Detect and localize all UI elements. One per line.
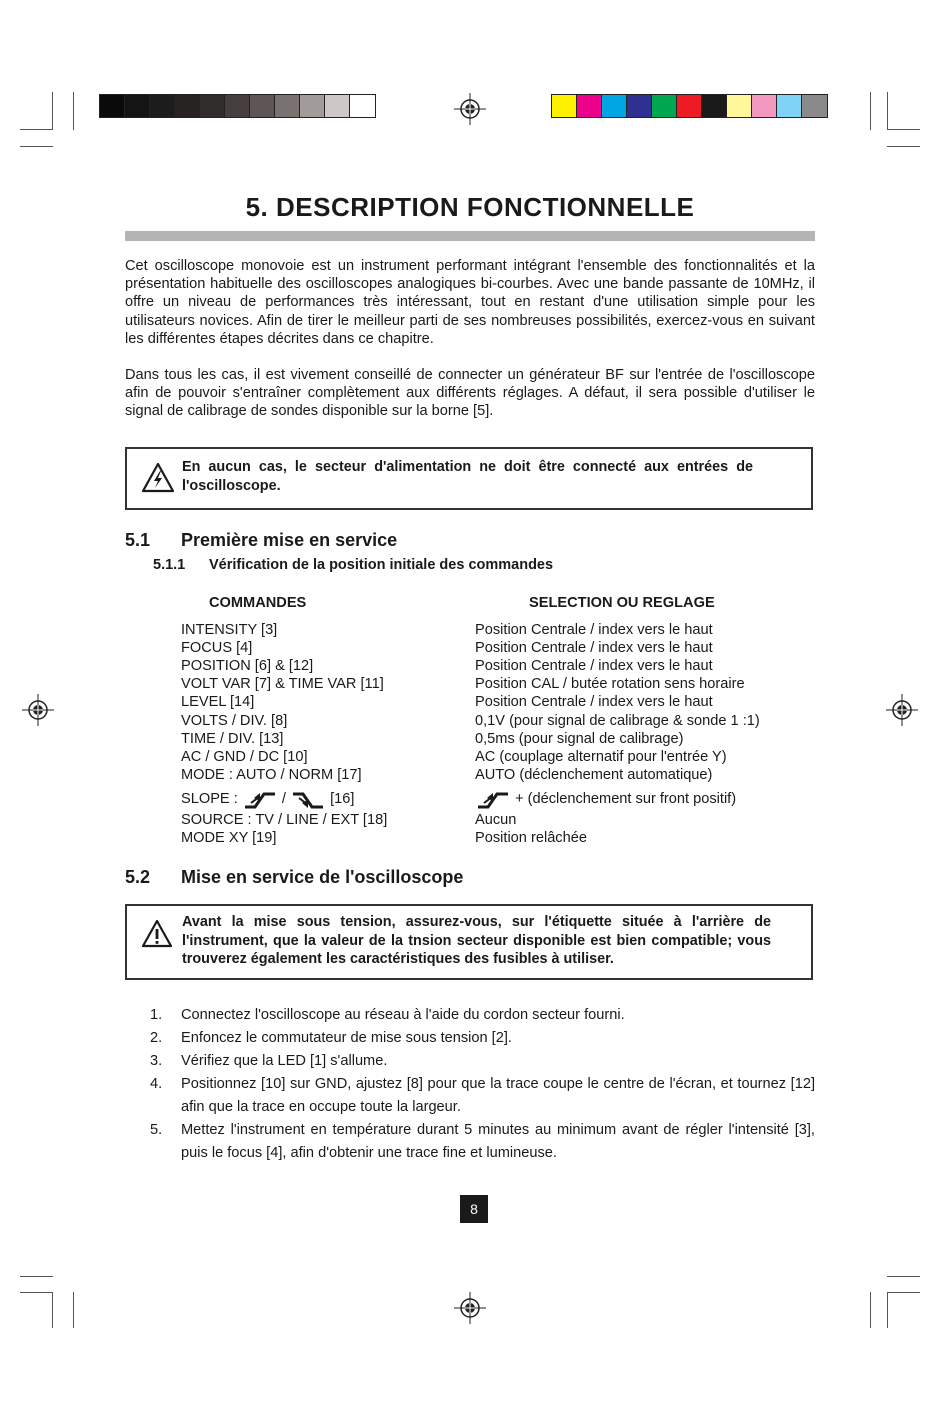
- warning-box-mains: [125, 447, 813, 510]
- grayscale-swatch: [350, 95, 375, 117]
- command-cell: POSITION [6] & [12]: [181, 658, 314, 675]
- slope-ref: [16]: [330, 790, 355, 807]
- grayscale-swatch: [275, 95, 300, 117]
- command-cell: VOLT VAR [7] & TIME VAR [11]: [181, 676, 384, 693]
- color-swatch: [677, 95, 702, 117]
- selection-cell: Position CAL / butée rotation sens horaire: [475, 676, 745, 693]
- grayscale-swatch: [175, 95, 200, 117]
- section-5-2-number: 5.2: [125, 867, 151, 887]
- cmyk-color-bar: [551, 94, 828, 118]
- section-5-2-title: Mise en service de l'oscilloscope: [181, 867, 464, 887]
- list-item-number: 5.: [150, 1122, 163, 1138]
- command-cell: FOCUS [4]: [181, 640, 253, 657]
- color-swatch: [702, 95, 727, 117]
- color-swatch: [777, 95, 802, 117]
- color-swatch: [552, 95, 577, 117]
- section-5-1-title: Première mise en service: [181, 530, 398, 550]
- intro-paragraph-2: Dans tous les cas, il est vivement conseillé de connecter un générateur BF sur l'entrée de l'oscilloscope afin de pouvoir s'entraîner complètement aux différents réglages. A défaut, il sera possible d'utiliser le signal de calibrage de sondes disponible sur la borne [5].: [125, 367, 815, 420]
- list-item-text: Positionnez [10] sur GND, ajustez [8] pour que la trace coupe le centre de l'écran, et tournez [12] afin que la trace en occupe toute la largeur.: [181, 1076, 815, 1115]
- falling-edge-icon: [290, 789, 326, 809]
- list-item-text: Mettez l'instrument en température durant 5 minutes au minimum avant de régler l'intensité [3], puis le focus [4], afin d'obtenir une trace fine et lumineuse.: [181, 1122, 815, 1161]
- command-cell: VOLTS / DIV. [8]: [181, 712, 288, 729]
- command-cell: MODE XY [19]: [181, 830, 277, 847]
- registration-mark-right-icon: [886, 694, 918, 726]
- warning-box-voltage: [125, 904, 813, 980]
- table-row: [181, 675, 821, 693]
- slope-label: SLOPE :: [181, 790, 238, 807]
- slope-selection-cell: [475, 789, 736, 809]
- selection-cell: AUTO (déclenchement automatique): [475, 766, 713, 783]
- table-row: [181, 712, 821, 730]
- rising-edge-icon: [475, 789, 511, 809]
- grayscale-swatch: [225, 95, 250, 117]
- selection-cell: Position Centrale / index vers le haut: [475, 658, 713, 675]
- grayscale-swatch: [325, 95, 350, 117]
- warning-text-voltage: Avant la mise sous tension, assurez-vous, sur l'étiquette située à l'arrière de l'instrument, que la valeur de la tnsion secteur disponible est bien compatible; vous trouverez également les caractéristiques des fusibles à utiliser.: [182, 914, 771, 967]
- grayscale-swatch: [125, 95, 150, 117]
- grayscale-swatch: [300, 95, 325, 117]
- list-item-number: 3.: [150, 1053, 163, 1069]
- slope-command-cell: [181, 789, 354, 809]
- table-row: [181, 748, 821, 766]
- selection-cell: Position relâchée: [475, 830, 587, 847]
- table-row: [181, 730, 821, 748]
- grayscale-swatch: [150, 95, 175, 117]
- high-voltage-warning-icon: [141, 462, 175, 494]
- slope-separator: /: [281, 790, 286, 807]
- page-number: 8: [460, 1195, 488, 1223]
- table-row: [181, 829, 821, 847]
- page-title: 5. DESCRIPTION FONCTIONNELLE: [245, 192, 695, 222]
- list-item-text: Connectez l'oscilloscope au réseau à l'aide du cordon secteur fourni.: [181, 1007, 625, 1023]
- color-swatch: [627, 95, 652, 117]
- grayscale-color-bar: [99, 94, 376, 118]
- command-cell: INTENSITY [3]: [181, 622, 278, 638]
- warning-triangle-icon: [141, 919, 173, 949]
- column-header-selection: SELECTION OU REGLAGE: [529, 595, 715, 611]
- rising-edge-icon: [242, 789, 278, 809]
- section-5-1-number: 5.1: [125, 530, 151, 550]
- subsection-5-1-1-title: Vérification de la position initiale des commandes: [209, 557, 554, 573]
- table-row: [181, 639, 821, 657]
- column-header-commandes: COMMANDES: [209, 595, 307, 611]
- selection-cell: Position Centrale / index vers le haut: [475, 694, 713, 711]
- table-row: [181, 657, 821, 675]
- selection-cell: AC (couplage alternatif pour l'entrée Y): [475, 748, 727, 765]
- color-swatch: [577, 95, 602, 117]
- color-swatch: [602, 95, 627, 117]
- color-swatch: [802, 95, 827, 117]
- command-cell: AC / GND / DC [10]: [181, 748, 308, 765]
- selection-cell: Position Centrale / index vers le haut: [475, 640, 713, 657]
- list-item-text: Enfoncez le commutateur de mise sous tension [2].: [181, 1030, 512, 1046]
- table-row: [181, 621, 821, 639]
- command-cell: TIME / DIV. [13]: [181, 730, 284, 747]
- selection-cell: Aucun: [475, 812, 517, 828]
- color-swatch: [652, 95, 677, 117]
- grayscale-swatch: [200, 95, 225, 117]
- intro-paragraph-1: Cet oscilloscope monovoie est un instrument performant intégrant l'ensemble des fonctionnalités et la présentation habituelle des oscilloscopes analogiques bi-courbes. Avec une bande passante de 10MHz, il offre un niveau de performances très intéressant, tout en restant d'une utilisation simple pour les utilisateurs novices. Afin de tirer le meilleur parti de ses nombreuses possibilités, exercez-vous en suivant les différentes étapes décrites dans ce chapitre.: [125, 258, 815, 347]
- subsection-5-1-1-number: 5.1.1: [153, 557, 186, 573]
- grayscale-swatch: [250, 95, 275, 117]
- table-row: [181, 811, 821, 829]
- list-item-text: Vérifiez que la LED [1] s'allume.: [181, 1053, 388, 1069]
- command-cell: MODE : AUTO / NORM [17]: [181, 766, 362, 783]
- slope-selection-text: + (déclenchement sur front positif): [515, 790, 737, 807]
- list-item-number: 4.: [150, 1076, 163, 1092]
- title-underline-bar: [125, 231, 815, 241]
- selection-cell: Position Centrale / index vers le haut: [475, 622, 713, 638]
- table-row: [181, 766, 821, 784]
- command-cell: LEVEL [14]: [181, 694, 255, 711]
- selection-cell: 0,1V (pour signal de calibrage & sonde 1 :1): [475, 712, 760, 729]
- table-row: [181, 693, 821, 711]
- registration-mark-left-icon: [22, 694, 54, 726]
- color-swatch: [752, 95, 777, 117]
- registration-mark-bottom-icon: [454, 1292, 486, 1324]
- selection-cell: 0,5ms (pour signal de calibrage): [475, 730, 684, 747]
- command-cell: SOURCE : TV / LINE / EXT [18]: [181, 812, 388, 828]
- list-item-number: 2.: [150, 1030, 163, 1046]
- color-swatch: [727, 95, 752, 117]
- table-row-slope: [181, 789, 821, 811]
- warning-text-mains: En aucun cas, le secteur d'alimentation ne doit être connecté aux entrées de l'oscilloscope.: [182, 459, 753, 494]
- list-item-number: 1.: [150, 1007, 163, 1023]
- grayscale-swatch: [100, 95, 125, 117]
- registration-mark-top-icon: [454, 93, 486, 125]
